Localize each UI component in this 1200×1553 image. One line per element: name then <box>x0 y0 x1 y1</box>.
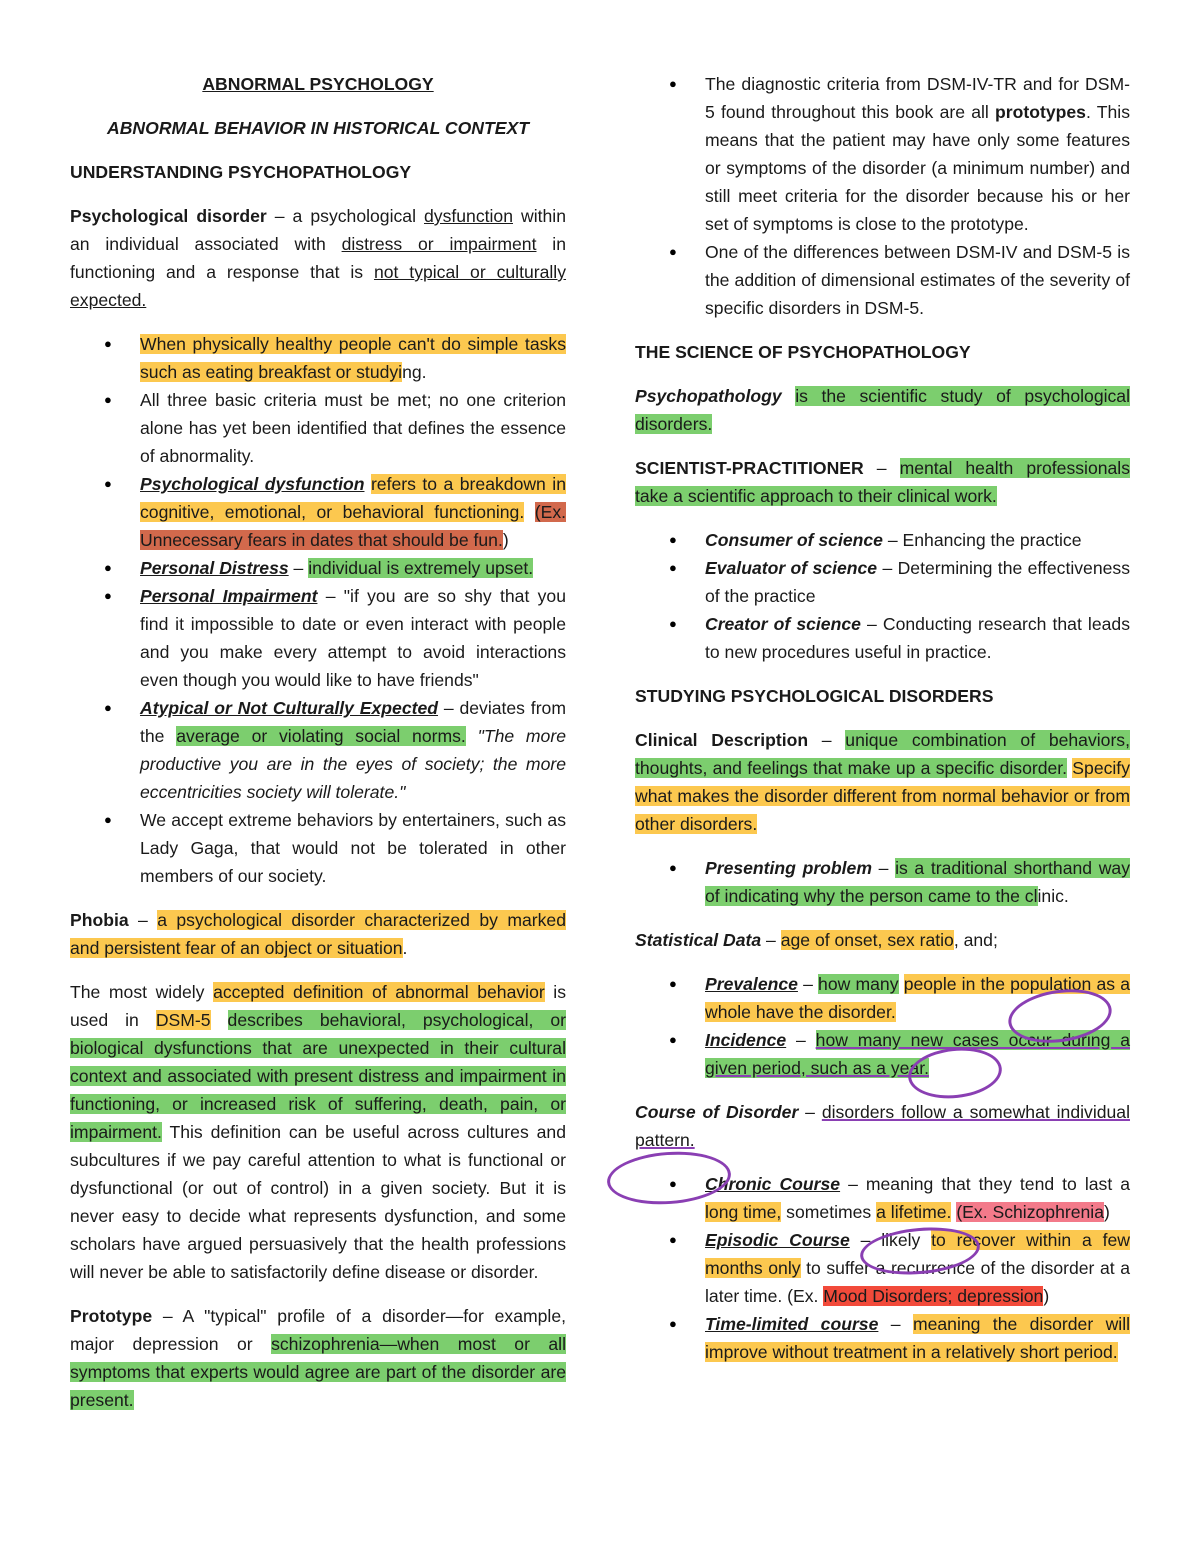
list-item: ● Time-limited course – meaning the disorder will improve without treatment in a relatively short period. <box>705 1310 1130 1366</box>
list-item: ● Consumer of science – Enhancing the practice <box>705 526 1130 554</box>
phobia-definition: Phobia – a psychological disorder characterized by marked and persistent fear of an object or situation. <box>70 910 566 958</box>
list-item: ● Personal Impairment – "if you are so shy that you find it impossible to date or even interact with people and you make every attempt to avoid interactions even though you would like to have friends" <box>140 582 566 694</box>
list-item: ● Incidence – how many new cases occur during a given period, such as a year. <box>705 1026 1130 1082</box>
heading-science: THE SCIENCE OF PSYCHOPATHOLOGY <box>635 342 971 362</box>
term-psych-disorder: Psychological disorder <box>70 206 267 226</box>
list-item: ● Presenting problem – is a traditional shorthand way of indicating why the person came to the clinic. <box>705 854 1130 910</box>
list-item: ● When physically healthy people can't do simple tasks such as eating breakfast or studying. <box>140 330 566 386</box>
abnormal-behavior-definition: The most widely accepted definition of abnormal behavior is used in DSM-5 describes behavioral, psychological, or biological dysfunctions that are unexpected in their cultural context and associated with present distress and impairment in functioning, or increased risk of suffering, death, pain, or impairment. This definition can be useful across cultures and subcultures if we pay careful attention to what is functional or dysfunctional (or out of control) in a given society. But it is never easy to decide what represents dysfunction, and some scholars have argued persuasively that the health professions will never be able to satisfactorily define disease or disorder. <box>70 982 567 1282</box>
statistical-data: Statistical Data – age of onset, sex ratio, and; <box>635 930 998 950</box>
list-item: ● One of the differences between DSM-IV and DSM-5 is the addition of dimensional estimates of the severity of specific disorders in DSM-5. <box>705 238 1130 322</box>
list-item: ● Psychological dysfunction refers to a breakdown in cognitive, emotional, or behavioral functioning. (Ex. Unnecessary fears in dates that should be fun.) <box>140 470 566 554</box>
clinical-description: Clinical Description – unique combination of behaviors, thoughts, and feelings that make up a specific disorder. Specify what makes the disorder different from normal behavior or from other disorders. <box>635 730 1130 834</box>
document-subtitle: ABNORMAL BEHAVIOR IN HISTORICAL CONTEXT <box>107 118 529 138</box>
list-item: ● Evaluator of science – Determining the effectiveness of the practice <box>705 554 1130 610</box>
criteria-list <box>70 330 566 890</box>
list-item: ● Personal Distress – individual is extremely upset. <box>140 554 566 582</box>
list-item: ● Prevalence – how many people in the population as a whole have the disorder. <box>705 970 1130 1026</box>
list-item: ● Chronic Course – meaning that they tend to last a long time, sometimes a lifetime. (Ex. Schizophrenia) <box>705 1170 1130 1226</box>
list-item: ● Creator of science – Conducting research that leads to new procedures useful in practice. <box>705 610 1130 666</box>
heading-studying: STUDYING PSYCHOLOGICAL DISORDERS <box>635 686 994 706</box>
scientist-practitioner-definition: SCIENTIST-PRACTITIONER – mental health professionals take a scientific approach to their clinical work. <box>635 458 1131 506</box>
heading-understanding: UNDERSTANDING PSYCHOPATHOLOGY <box>70 162 412 182</box>
prototype-definition: Prototype – A "typical" profile of a disorder—for example, major depression or schizophrenia—when most or all symptoms that experts would agree are part of the disorder are present. <box>70 1306 566 1410</box>
document-title: ABNORMAL PSYCHOLOGY <box>202 74 434 94</box>
list-item: ● The diagnostic criteria from DSM-IV-TR and for DSM-5 found throughout this book are all prototypes. This means that the patient may have only some features or symptoms of the disorder (a minimum number) and still meet criteria for the disorder because his or her set of symptoms is close to the prototype. <box>705 70 1130 238</box>
dsm-list <box>635 70 1130 322</box>
left-column <box>70 70 566 1414</box>
list-item: ● All three basic criteria must be met; no one criterion alone has yet been identified that defines the essence of abnormality. <box>140 386 566 470</box>
psych-disorder-definition: Psychological disorder – a psychological dysfunction within an individual associated with distress or impairment in functioning and a response that is not typical or culturally expected. <box>70 206 567 310</box>
presenting-list <box>635 854 1130 910</box>
psychopathology-definition: Psychopathology is the scientific study of psychological disorders. <box>635 386 1131 434</box>
list-item: ● We accept extreme behaviors by entertainers, such as Lady Gaga, that would not be tolerated in other members of our society. <box>140 806 566 890</box>
list-item: ● Episodic Course – likely to recover within a few months only to suffer a recurrence of the disorder at a later time. (Ex. Mood Disorders; depression) <box>705 1226 1130 1310</box>
stats-list <box>635 970 1130 1082</box>
list-item: ● Atypical or Not Culturally Expected – deviates from the average or violating social norms. "The more productive you are in the eyes of society; the more eccentricities society will tolerate." <box>140 694 566 806</box>
right-column <box>635 70 1130 1366</box>
course-of-disorder: Course of Disorder – disorders follow a somewhat individual pattern. <box>635 1102 1130 1150</box>
roles-list <box>635 526 1130 666</box>
courses-list <box>635 1170 1130 1366</box>
